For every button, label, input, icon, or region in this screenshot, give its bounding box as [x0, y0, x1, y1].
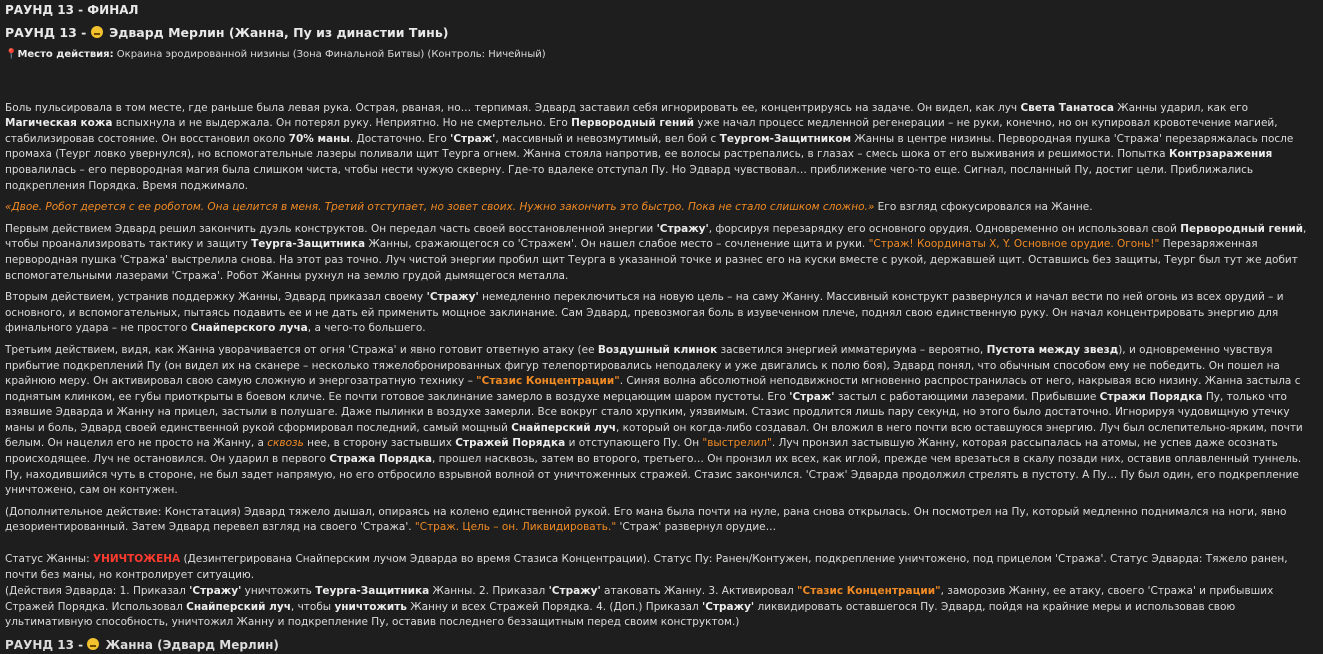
paragraph-1: Боль пульсировала в том месте, где раньше была левая рука. Острая, рваная, но… терпимая. Эдвард заставил себя игнорировать ее, концентрируясь на задаче. Он видел, как луч Света Танатоса Жанны ударил, как его Магическая кожа вспыхнула и не выдержала. Он потерял руку. Неприятно. Но не смертельно. Его Первородный гений уже начал процесс медленной регенерации – не руки, конечно, но он купировал кровотечение магией, стабилизировав состояние. Он восстановил около 70% маны. Достаточно. Его 'Страж', массивный и невозмутимый, вел бой с Теургом-Защитником Жанны в центре низины. Первородная пушка 'Стража' перезаряжалась после промаха (Теург ловко увернулся), но вспомогательные лазеры поливали щит Теурга огнем. Жанна стояла напротив, ее волосы растрепались, в глазах – смесь шока от его выживания и решимости. Попытка Контрзаражения провалилась – его первородная магия была слишком чиста, чтобы нести чужую скверну. Где-то вдалеке отступал Пу. Но Эдвард чувствовал… приближение чего-то еще. Сигнал, посланный Пу, достиг цели. Приближались подкрепления Порядка. Время поджимало. — [5, 101, 1294, 192]
location-line — [5, 47, 1318, 63]
status-badge: УНИЧТОЖЕНА — [92, 553, 181, 566]
location-text: Окраина эродированной низины (Зона Финальной Битвы) (Контроль: Ничейный) — [113, 49, 546, 60]
next-round-title: РАУНД 13 - Жанна (Эдвард Мерлин) — [5, 638, 279, 652]
actions-summary: (Действия Эдварда: 1. Приказал 'Стражу' уничтожить Теурга-Защитника Жанны. 2. Приказал 'Стражу' атаковать Жанну. 3. Активировал "Стазис Концентрации", заморозив Жанну, ее атаку, своего 'Стража' и прибывших Стражей Порядка. Использовал Снайперский луч, чтобы уничтожить Жанну и всех Стражей Порядка. 4. (Доп.) Приказал 'Стражу' ликвидировать оставшегося Пу. Эдвард, пойдя на крайние меры и использовав свою ультимативную способность, уничтожил Жанну и подкрепление Пу, оставив последнего беззащитным перед своим конструктом.) — [5, 585, 1274, 629]
neutral-face-icon — [91, 26, 103, 38]
paragraph-4: Вторым действием, устранив поддержку Жанны, Эдвард приказал своему 'Стражу' немедленно переключиться на новую цель – на саму Жанну. Массивный конструкт развернулся и начал вести по ней огонь из всех орудий – и основного, и вспомогательных, пытаясь подавить ее и не дать ей применить мощное заклинание. Сам Эдвард, превозмогая боль в изувеченном плече, поднял свою единственную руку. Он начал концентрировать энергию для финального удара – не простого Снайперского луча, а чего-то большего. — [5, 291, 1284, 335]
pin-icon: 📍 — [5, 49, 18, 60]
spacer — [5, 542, 1318, 552]
face-icon — [87, 638, 99, 650]
status-line: Статус Жанны: УНИЧТОЖЕНА (Дезинтегрирована Снайперским лучом Эдварда во время Стазиса Концентрации). Статус Пу: Ранен/Контужен, подкрепление уничтожено, под прицелом 'Стража'. Статус Эдварда: Тяжело ранен, почти без маны, но контролирует ситуацию. — [5, 553, 1288, 581]
paragraph-2: «Двое. Робот дерется с ее роботом. Она целится в меня. Третий отступает, но зовет своих. Нужно закончить это быстро. Пока не стало слишком сложно.» Его взгляд сфокусировался на Жанне. — [5, 201, 1093, 214]
paragraph-3: Первым действием Эдвард решил закончить дуэль конструктов. Он передал часть своей восстановленной энергии 'Стражу', форсируя перезарядку его основного орудия. Одновременно он использовал свой Первородный гений, чтобы проанализировать тактику и защиту Теурга-Защитника Жанны, сражающегося со 'Стражем'. Он нашел слабое место – сочленение щита и руки. "Страж! Координаты X, Y. Основное орудие. Огонь!" Перезаряженная первородная пушка 'Стража' выстрелила снова. На этот раз точно. Луч чистой энергии пробил щит Теурга в указанной точке и разнес его на куски вместе с рукой, державшей щит. Оставшись без защиты, Теург был тут же добит вспомогательными лазерами 'Стража'. Робот Жанны рухнул на землю грудой дымящегося металла. — [5, 222, 1307, 282]
paragraph-6: (Дополнительное действие: Констатация) Эдвард тяжело дышал, опираясь на колено единственной рукой. Его мана была почти на нуле, рана снова открылась. Он посмотрел на Пу, который медленно поднимался на ноги, явно дезориентированный. Затем Эдвард перевел взгляд на своего 'Стража'. "Страж. Цель – он. Ликвидировать." 'Страж' развернул орудие… — [5, 505, 1287, 534]
paragraph-5: Третьим действием, видя, как Жанна уворачивается от огня 'Стража' и явно готовит ответную атаку (ее Воздушный клинок засветился энергией имматериума – вероятно, Пустота между звезд), и одновременно чувствуя прибытие подкреплений Пу (он видел их на сканере – несколько тяжелобронированных фигур телепортировались неподалеку и уже двигались к полю боя), Эдвард понял, что обычным способом ему не победить. Он пошел на крайнюю меру. Он активировал свою самую сложную и энергозатратную технику – "Стазис Концентрации". Синяя волна абсолютной неподвижности мгновенно распространилась от него, накрывая всю низину. Жанна застыла с поднятым клинком, ее губы приоткрыты в боевом кличе. Ее почти готовое заклинание замерло в воздухе мерцающим шаром пустоты. Его 'Страж' застыл с работающими лазерами. Прибывшие Стражи Порядка Пу, только что взявшие Эдварда и Жанну на прицел, застыли в полушаге. Даже пылинки в воздухе замерли. Все вокруг стало хрупким, уязвимым. Стазис продлится лишь пару секунд, но этого было достаточно. Игнорируя чудовищную утечку маны и боль, Эдвард своей единственной рукой сформировал последний, самый мощный Снайперский луч, который он когда-либо создавал. Он вложил в него почти всю оставшуюся энергию. Луч был ослепительно-ярким, почти белым. Он нацелил его не просто на Жанну, а сквозь нее, в сторону застывших Стражей Порядка и отступающего Пу. Он "выстрелил". Луч пронзил застывшую Жанну, которая рассыпалась на атомы, не успев даже осознать происходящее. Луч не остановился. Он ударил в первого Стража Порядка, прошел насквозь, затем во второго, третьего… Он пронзил их всех, как иглой, прежде чем врезаться в скалу позади них, оставив оплавленный туннель. Пу, находившийся чуть в стороне, не был задет напрямую, но его отбросило взрывной волной от уничтоженных стражей. Стазис закончился. 'Страж' Эдварда продолжил стрелять в пустоту. А Пу… Пу был один, его подкрепление уничтожено, сам он контужен. — [5, 343, 1303, 497]
round-subtitle: РАУНД 13 - Эдвард Мерлин (Жанна, Пу из династии Тинь) — [5, 25, 449, 40]
round-title: РАУНД 13 - ФИНАЛ — [5, 3, 139, 17]
location-label: Место действия: — [17, 49, 114, 60]
